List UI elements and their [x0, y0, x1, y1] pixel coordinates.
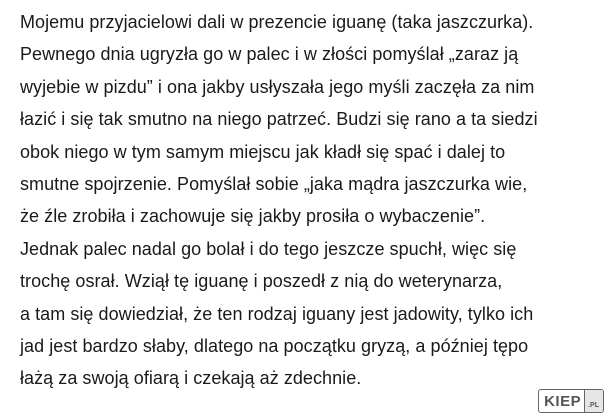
story-line-7: że źle zrobiła i zachowuje się jakby prosiła o wybaczenie”.	[20, 206, 486, 227]
site-watermark-logo	[538, 389, 604, 413]
story-line-6: smutne spojrzenie. Pomyślał sobie „jaka mądra jaszczurka wie,	[20, 173, 528, 194]
story-text	[20, 6, 610, 395]
story-line-8: Jednak palec nadal go bolał i do tego jeszcze spuchł, więc się	[20, 238, 517, 259]
story-line-9: trochę osrał. Wziął tę iguanę i poszedł z nią do weterynarza,	[20, 271, 503, 292]
story-line-5: obok niego w tym samym miejscu jak kładł się spać i dalej to	[20, 141, 506, 162]
story-line-1: Mojemu przyjacielowi dali w prezencie iguanę (taka jaszczurka).	[20, 12, 534, 32]
story-line-4: łazić i się tak smutno na niego patrzeć. Budzi się rano a ta siedzi	[20, 109, 538, 130]
watermark-tld-text: .PL	[584, 390, 603, 412]
story-line-11: jad jest bardzo słaby, dlatego na początku gryzą, a później tępo	[20, 335, 529, 356]
story-line-10: a tam się dowiedział, że ten rodzaj iguany jest jadowity, tylko ich	[20, 303, 534, 324]
story-line-12: łażą za swoją ofiarą i czekają aż zdechnie.	[20, 368, 362, 389]
story-line-3: wyjebie w pizdu” i ona jakby usłyszała jego myśli zaczęła za nim	[20, 76, 535, 97]
story-line-2: Pewnego dnia ugryzła go w palec i w złości pomyślał „zaraz ją	[20, 44, 519, 65]
watermark-main-text: KIEP	[544, 392, 582, 410]
